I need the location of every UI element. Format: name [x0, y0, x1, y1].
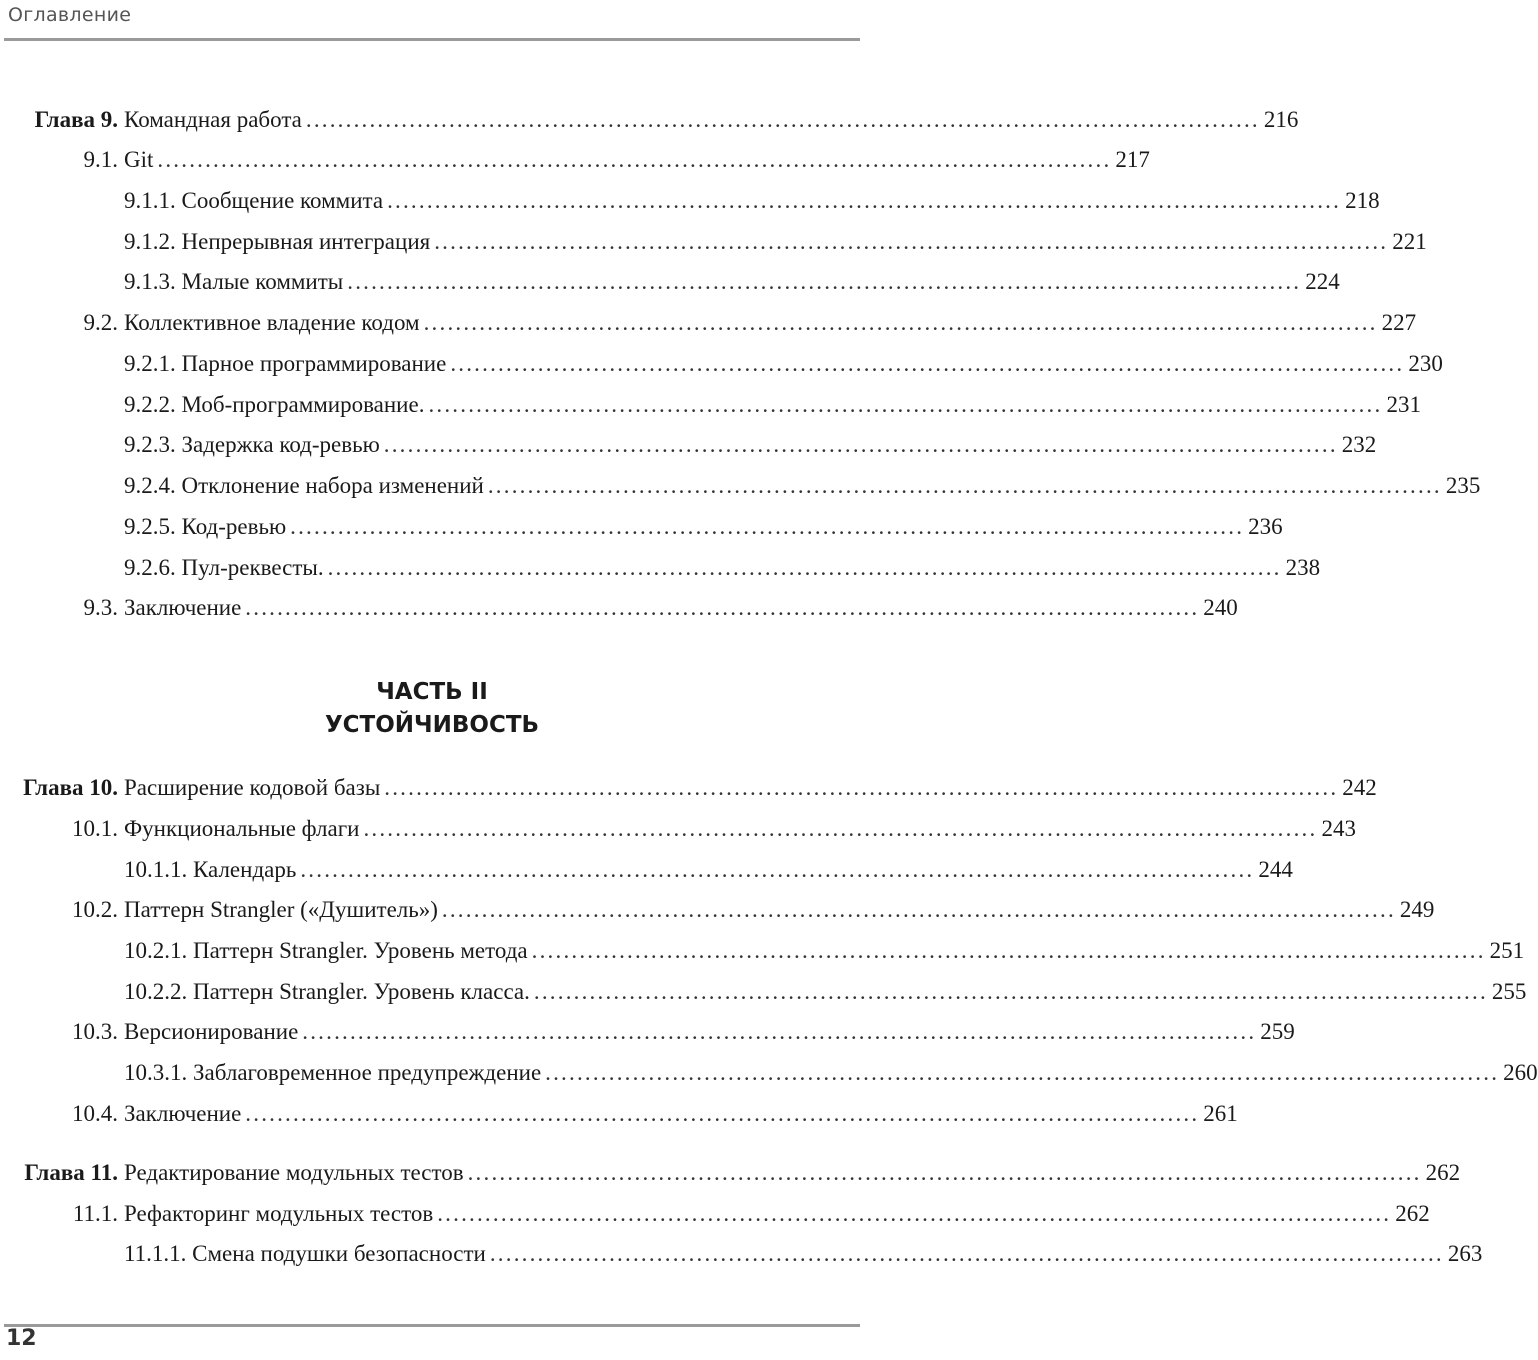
leader-dots: ........................................................................................................................ [300, 857, 1255, 882]
leader-dots: ........................................................................................................................ [531, 938, 1486, 963]
leader-dots: ........................................................................................................................ [363, 816, 1318, 841]
toc-number: 10.1. [72, 816, 118, 841]
toc-subsection[interactable] [0, 390, 1421, 420]
leader-dots: ........................................................................................................................ [423, 310, 1378, 335]
toc-section[interactable] [0, 593, 1238, 623]
toc-page: 231 [1386, 392, 1421, 417]
toc-page: 240 [1203, 595, 1238, 620]
leader-dots: ........................................................................................................................ [487, 473, 1442, 498]
footer-rule [4, 1324, 860, 1327]
running-header: Оглавление [8, 4, 132, 26]
toc-subsection[interactable] [0, 227, 1427, 257]
leader-dots: ........................................................................................................................ [387, 188, 1342, 213]
toc-number: 10.3.1. [124, 1060, 188, 1085]
leader-dots: ........................................................................................................................ [467, 1160, 1422, 1185]
leader-dots: ........................................................................................................................ [302, 1019, 1257, 1044]
toc-title: Редактирование модульных тестов [124, 1160, 464, 1185]
leader-dots: ........................................................................................................................ [305, 107, 1260, 132]
toc-subsection[interactable] [0, 855, 1293, 885]
toc-section[interactable] [0, 145, 1150, 175]
part-label: ЧАСТЬ II [376, 679, 488, 705]
leader-dots: ........................................................................................................................ [327, 555, 1282, 580]
toc-page: 249 [1399, 897, 1435, 922]
toc-number: Глава 10. [23, 775, 118, 800]
toc-title: Парное программирование [181, 351, 447, 376]
toc-title: Сообщение коммита [181, 188, 384, 213]
toc-page: 232 [1341, 432, 1377, 457]
toc-chapter[interactable] [0, 105, 1299, 135]
toc-subsection[interactable] [0, 977, 1527, 1007]
toc-title: Командная работа [124, 107, 302, 132]
leader-dots: ........................................................................................................................ [290, 514, 1245, 539]
toc-page: 235 [1445, 473, 1481, 498]
toc-title: Git [124, 147, 154, 172]
leader-dots: ........................................................................................................................ [545, 1060, 1500, 1085]
toc-page: 238 [1285, 555, 1321, 580]
leader-dots: ........................................................................................................................ [437, 1201, 1392, 1226]
toc-number: Глава 11. [24, 1160, 118, 1185]
toc-subsection[interactable] [0, 186, 1380, 216]
toc-number: 9.1.2. [124, 229, 176, 254]
toc-number: 10.1.1. [124, 857, 188, 882]
toc-section[interactable] [0, 1199, 1430, 1229]
toc-page: 230 [1408, 351, 1443, 376]
leader-dots: ........................................................................................................................ [347, 269, 1302, 294]
toc-chapter[interactable] [0, 773, 1377, 803]
leader-dots: ........................................................................................................................ [434, 229, 1389, 254]
toc-page: 216 [1263, 107, 1299, 132]
toc-number: 11.1. [72, 1201, 118, 1226]
toc-page: 224 [1305, 269, 1340, 294]
toc-page: 259 [1260, 1019, 1295, 1044]
toc-title: Малые коммиты [181, 269, 344, 294]
leader-dots: ........................................................................................................................ [489, 1241, 1444, 1266]
toc-subsection[interactable] [0, 1239, 1483, 1269]
leader-dots: ........................................................................................................................ [384, 775, 1339, 800]
toc-page: 221 [1392, 229, 1427, 254]
toc-page: 263 [1447, 1241, 1483, 1266]
toc-subsection[interactable] [0, 430, 1377, 460]
toc-section[interactable] [0, 814, 1356, 844]
toc-chapter[interactable] [0, 1158, 1461, 1188]
toc-title: Коллективное владение кодом [124, 310, 420, 335]
toc-page: 217 [1115, 147, 1150, 172]
toc-subsection[interactable] [0, 267, 1340, 297]
toc-entry [124, 105, 1299, 135]
leader-dots: ........................................................................................................................ [245, 1101, 1200, 1126]
leader-dots: ........................................................................................................................ [441, 897, 1396, 922]
toc-subsection[interactable] [0, 553, 1321, 583]
toc-number: 9.1. [83, 147, 118, 172]
toc-title: Календарь [193, 857, 297, 882]
toc-number: 10.2.1. [124, 938, 188, 963]
toc-number: 9.2.3. [124, 432, 176, 457]
leader-dots: ........................................................................................................................ [428, 392, 1383, 417]
toc-title: Задержка код-ревью [181, 432, 380, 457]
leader-dots: ........................................................................................................................ [533, 979, 1488, 1004]
toc-title: Функциональные флаги [124, 816, 360, 841]
toc-subsection[interactable] [0, 936, 1525, 966]
toc-title: Пул-реквесты. [181, 555, 324, 580]
toc-number: 11.1.1. [124, 1241, 187, 1266]
toc-page: 236 [1248, 514, 1283, 539]
toc-page: 261 [1203, 1101, 1238, 1126]
part-title: УСТОЙЧИВОСТЬ [324, 712, 540, 738]
toc-section[interactable] [0, 1017, 1295, 1047]
toc-number: 9.2.1. [124, 351, 176, 376]
toc-title: Отклонение набора изменений [181, 473, 484, 498]
toc-page: 255 [1491, 979, 1527, 1004]
toc-title: Код-ревью [181, 514, 287, 539]
toc-page: 244 [1258, 857, 1293, 882]
toc-page: 218 [1345, 188, 1380, 213]
header-rule [4, 38, 860, 41]
toc-number: 9.3. [83, 595, 118, 620]
toc-title: Непрерывная интеграция [181, 229, 431, 254]
toc-title: Заключение [124, 1101, 242, 1126]
toc-number: 10.3. [72, 1019, 118, 1044]
toc-page: 243 [1321, 816, 1356, 841]
toc-number: 9.2.4. [124, 473, 176, 498]
toc-number: 9.2.2. [124, 392, 176, 417]
toc-section[interactable] [0, 895, 1435, 925]
leader-dots: ........................................................................................................................ [450, 351, 1405, 376]
leader-dots: ........................................................................................................................ [383, 432, 1338, 457]
toc-page: 262 [1395, 1201, 1430, 1226]
toc-title: Заключение [124, 595, 242, 620]
toc-number: 9.2.6. [124, 555, 176, 580]
toc-number: 9.1.1. [124, 188, 176, 213]
toc-subsection[interactable] [0, 349, 1443, 379]
toc-title: Смена подушки безопасности [192, 1241, 486, 1266]
toc-number: 9.2.5. [124, 514, 176, 539]
toc-page: 242 [1342, 775, 1377, 800]
toc-page: 251 [1489, 938, 1525, 963]
leader-dots: ........................................................................................................................ [245, 595, 1200, 620]
toc-page: 260 [1503, 1060, 1538, 1085]
toc-title: Паттерн Strangler. Уровень класса. [193, 979, 530, 1004]
toc-title: Моб-программирование. [181, 392, 425, 417]
toc-title: Версионирование [124, 1019, 299, 1044]
toc-title: Расширение кодовой базы [124, 775, 381, 800]
leader-dots: ........................................................................................................................ [157, 147, 1112, 172]
toc-number: 10.2. [72, 897, 118, 922]
toc-title: Заблаговременное предупреждение [193, 1060, 542, 1085]
toc-number: 9.2. [83, 310, 118, 335]
toc-number: 9.1.3. [124, 269, 176, 294]
toc-subsection[interactable] [0, 512, 1283, 542]
toc-title: Паттерн Strangler. Уровень метода [193, 938, 528, 963]
toc-subsection[interactable] [0, 471, 1481, 501]
toc-section[interactable] [0, 1099, 1238, 1129]
toc-page: 227 [1381, 310, 1417, 335]
toc-subsection[interactable] [0, 1058, 1538, 1088]
toc-number: Глава 9. [34, 107, 118, 132]
toc-section[interactable] [0, 308, 1417, 338]
toc-title: Рефакторинг модульных тестов [124, 1201, 434, 1226]
toc-page: 262 [1425, 1160, 1461, 1185]
page-number: 12 [6, 1326, 37, 1351]
toc-title: Паттерн Strangler («Душитель») [124, 897, 438, 922]
toc-number: 10.2.2. [124, 979, 188, 1004]
toc-number: 10.4. [72, 1101, 118, 1126]
